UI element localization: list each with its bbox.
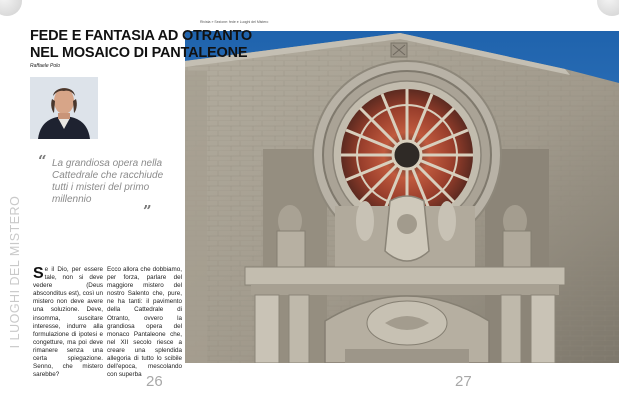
section-label: I LUOGHI DEL MISTERO	[8, 195, 22, 349]
page-number-left: 26	[146, 373, 163, 390]
drop-cap: S	[33, 265, 44, 282]
author-name: Raffaele Polo	[30, 63, 61, 69]
title-line-2: NEL MOSAICO DI PANTALEONE	[30, 45, 248, 61]
running-head: Rivista » Sezione: fede e Luoghi del Mistero	[200, 20, 269, 24]
article-column-1	[33, 266, 103, 379]
author-photo	[30, 77, 98, 139]
title-line-1: FEDE E FANTASIA AD OTRANTO	[30, 28, 252, 44]
pull-quote-text: La grandiosa opera nella Cattedrale che racchiude tutti i misteri del primo millennio	[52, 158, 164, 205]
article-title	[30, 28, 270, 62]
page-number-right: 27	[455, 373, 472, 390]
pull-quote	[38, 152, 175, 220]
quote-open-mark: “	[38, 152, 47, 170]
column-2-text: Ecco allora che dobbiamo, per forza, parlare del maggiore mistero del nostro Salento che, pure, ne ha tanti: il pavimento della Cattedrale di Otranto, ovvero la grandiosa opera del monaco Pantaleone che, nel XII secolo riesce a creare una splendida allegoria di tutto lo scibile dell'epoca, mescolando con superba	[107, 266, 182, 379]
section-tab	[0, 195, 27, 365]
quote-close-mark: ”	[143, 202, 152, 220]
cathedral-photo	[185, 31, 619, 363]
column-1-text: e il Dio, per essere tale, non si deve vedere (Deus absconditus est), così un mistero non deve avere una soluzione. Deve, insomma, suscitare interesse, indurre alla formulazione di ipotesi e congetture, ma poi deve rimanere senza una certa spiegazione. Senno, che mistero sarebbe?	[33, 266, 103, 379]
article-column-2	[107, 266, 182, 379]
